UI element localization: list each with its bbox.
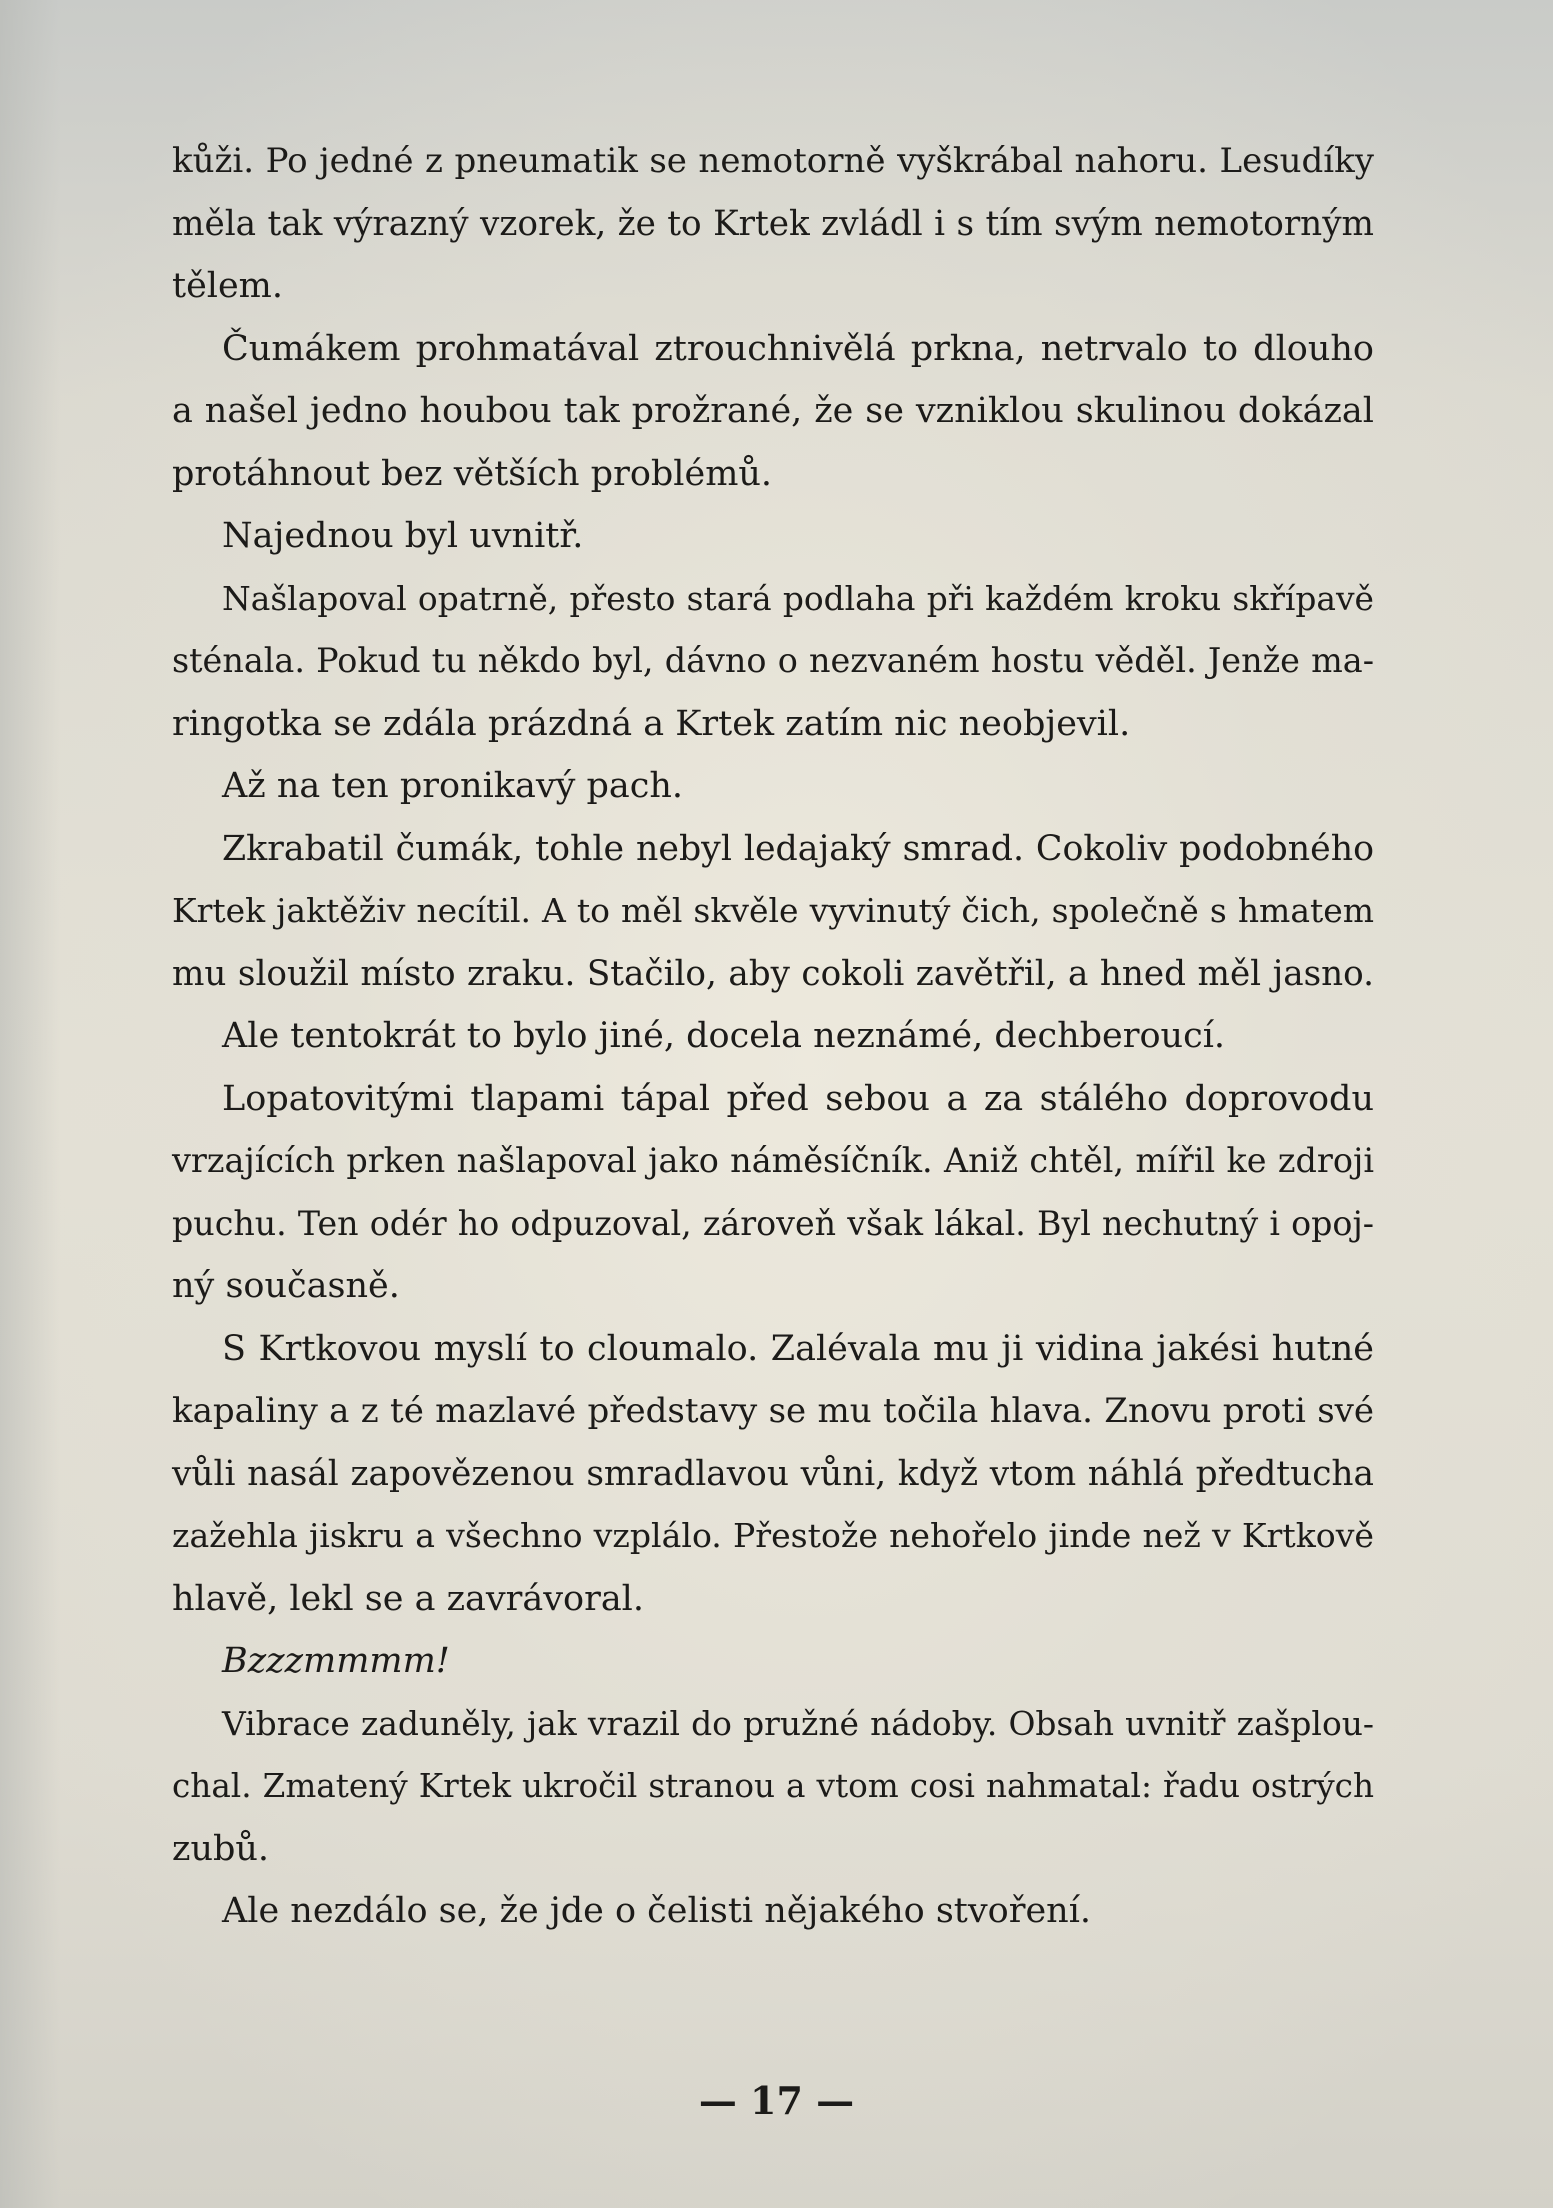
text-line: Krtek jaktěživ necítil. A to měl skvěle vyvinutý čich, společně s hmatem <box>172 891 1374 930</box>
text-line: protáhnout bez větších problémů. <box>172 453 773 494</box>
text-line: puchu. Ten odér ho odpuzoval, zároveň však lákal. Byl nechutný i opoj- <box>172 1203 1374 1243</box>
text-line: Čumákem prohmatával ztrouchnivělá prkna, netrvalo to dlouho <box>222 328 1374 369</box>
text-line: kapaliny a z té mazlavé představy se mu točila hlava. Znovu proti své <box>172 1391 1374 1431</box>
text-line: S Krtkovou myslí to cloumalo. Zalévala mu ji vidina jakési hutné <box>222 1328 1374 1369</box>
text-line: chal. Zmatený Krtek ukročil stranou a vtom cosi nahmatal: řadu ostrých <box>172 1767 1374 1805</box>
text-line: Ale tentokrát to bylo jiné, docela neznámé, dechberoucí. <box>222 1016 1226 1056</box>
text-line-italic: Bzzzmmmm! <box>222 1641 450 1681</box>
page-number: — 17 — <box>698 2078 855 2123</box>
text-line: kůži. Po jedné z pneumatik se nemotorně vyškrábal nahoru. Lesudíky <box>172 141 1374 181</box>
text-line: Lopatovitými tlapami tápal před sebou a za stálého doprovodu <box>222 1078 1374 1119</box>
text-line: zažehla jiskru a všechno vzplálo. Přestože nehořelo jinde než v Krtkově <box>172 1516 1374 1555</box>
text-line: Našlapoval opatrně, přesto stará podlaha při každém kroku skřípavě <box>222 579 1374 618</box>
text-line: Vibrace zaduněly, jak vrazil do pružné nádoby. Obsah uvnitř zašplou- <box>222 1703 1374 1743</box>
text-line: a našel jedno houbou tak prožrané, že se vzniklou skulinou dokázal <box>172 391 1374 431</box>
text-line: Ale nezdálo se, že jde o čelisti nějakého stvoření. <box>222 1891 1092 1931</box>
text-line: sténala. Pokud tu někdo byl, dávno o nezvaném hostu věděl. Jenže ma- <box>172 641 1374 680</box>
text-line: ný současně. <box>172 1266 400 1306</box>
text-line: hlavě, lekl se a zavrávoral. <box>172 1578 645 1619</box>
text-line: tělem. <box>172 266 283 306</box>
text-line: mu sloužil místo zraku. Stačilo, aby cokoli zavětřil, a hned měl jasno. <box>172 953 1374 994</box>
text-line: vrzajících prken našlapoval jako náměsíčník. Aniž chtěl, mířil ke zdroji <box>172 1141 1374 1180</box>
text-line: Najednou byl uvnitř. <box>222 516 584 556</box>
text-line: zubů. <box>172 1828 270 1869</box>
text-line: Zkrabatil čumák, tohle nebyl ledajaký smrad. Cokoliv podobného <box>222 828 1374 869</box>
text-line: ringotka se zdála prázdná a Krtek zatím nic neobjevil. <box>172 703 1131 744</box>
text-line: Až na ten pronikavý pach. <box>222 766 684 806</box>
text-line: měla tak výrazný vzorek, že to Krtek zvládl i s tím svým nemotorným <box>172 203 1374 244</box>
body-text <box>172 130 1374 1943</box>
text-line: vůli nasál zapovězenou smradlavou vůni, když vtom náhlá předtucha <box>172 1453 1374 1494</box>
